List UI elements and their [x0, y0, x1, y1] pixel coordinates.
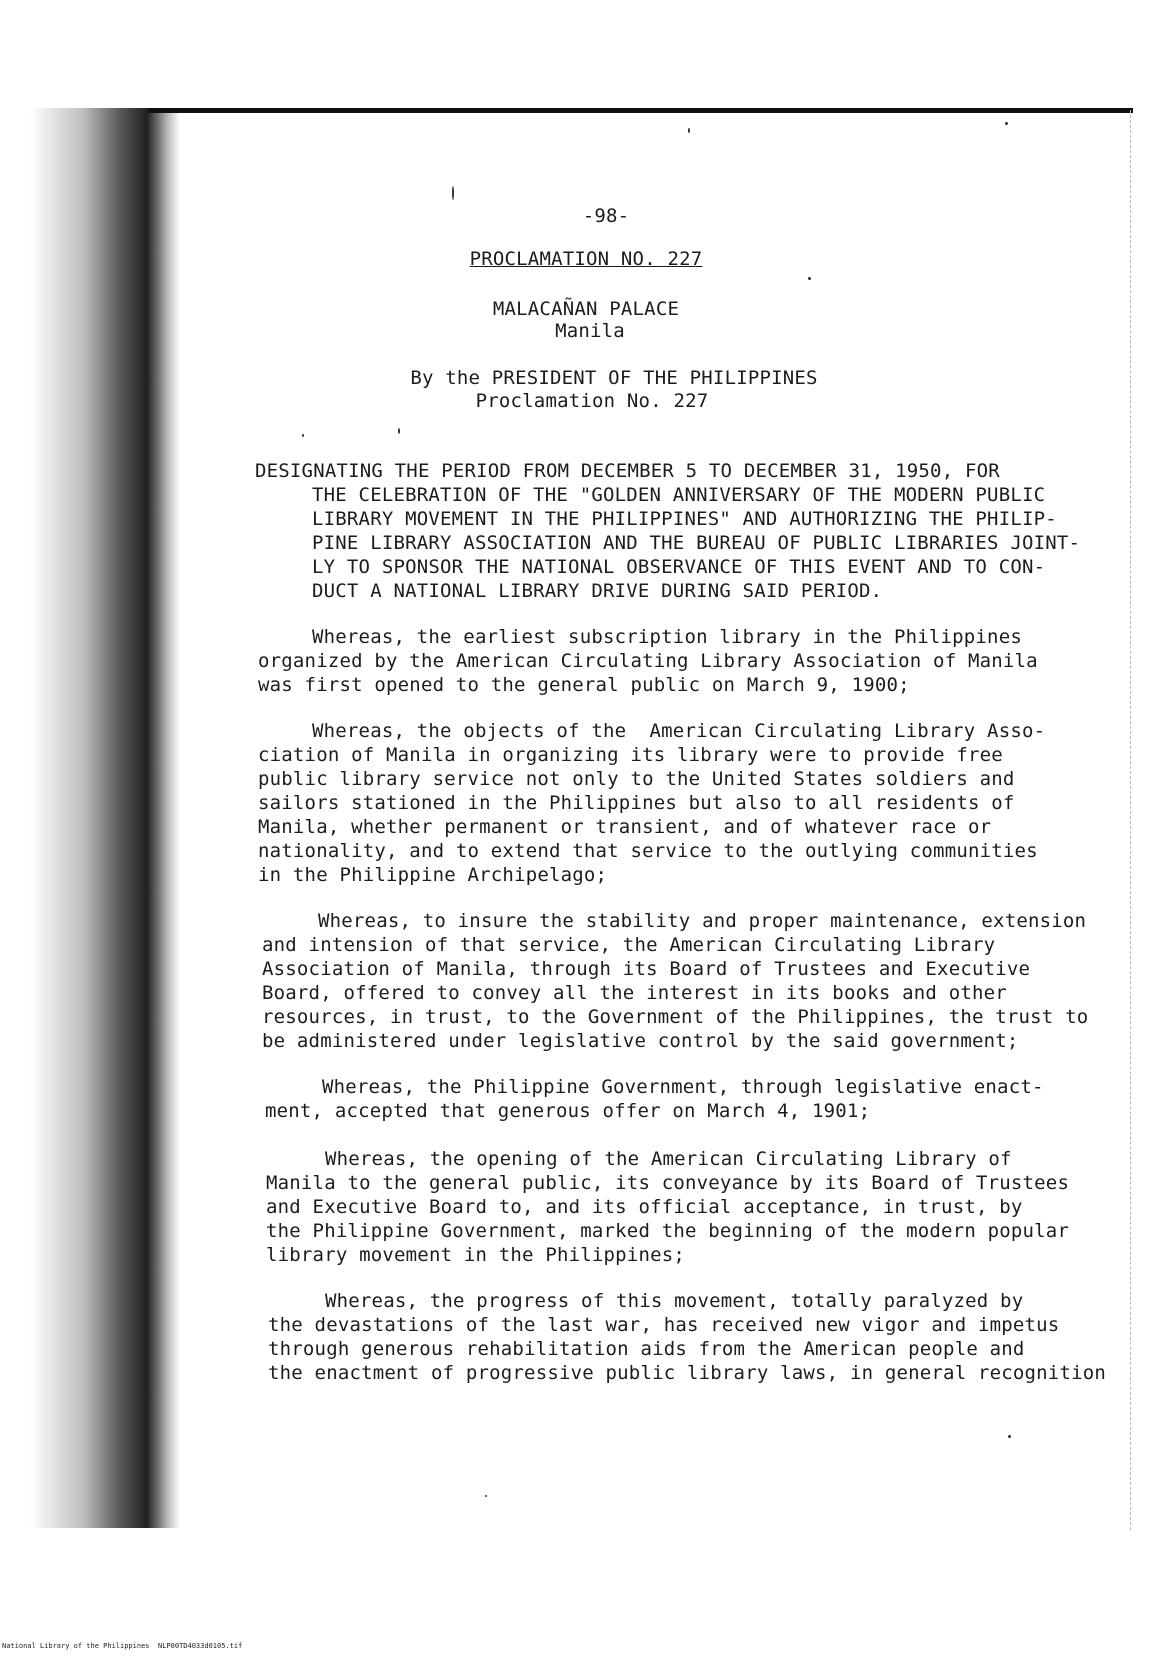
issuer-line: By the PRESIDENT OF THE PHILIPPINES — [410, 367, 818, 389]
heading-line: THE CELEBRATION OF THE "GOLDEN ANNIVERSARY OF THE MODERN PUBLIC — [312, 484, 1046, 506]
scan-speck — [808, 277, 811, 280]
heading-line: LY TO SPONSOR THE NATIONAL OBSERVANCE OF THIS EVENT AND TO CON- — [312, 556, 1046, 578]
proclamation-subtitle: Proclamation No. 227 — [475, 390, 709, 412]
palace-name: MALACAÑAN PALACE — [492, 298, 680, 320]
scan-speck — [398, 428, 400, 434]
paragraph-line: resources, in trust, to the Government of the Philippines, the trust to — [262, 1006, 1089, 1028]
paragraph-line: Whereas, the opening of the American Circulating Library of — [325, 1148, 1012, 1170]
scan-speck — [302, 434, 304, 437]
paragraph-line: Whereas, the Philippine Government, through legislative enact- — [322, 1076, 1044, 1098]
paragraph-line: nationality, and to extend that service to the outlying communities — [258, 840, 1038, 862]
paragraph-line: library movement in the Philippines; — [266, 1244, 686, 1266]
paragraph-line: was first opened to the general public on March 9, 1900; — [258, 674, 910, 696]
paragraph-line: organized by the American Circulating Library Association of Manila — [258, 650, 1038, 672]
paragraph-line: ment, accepted that generous offer on March 4, 1901; — [265, 1100, 871, 1122]
paragraph-line: public library service not only to the United States soldiers and — [258, 768, 1015, 790]
paragraph-line: Manila to the general public, its conveyance by its Board of Trustees — [266, 1172, 1070, 1194]
scan-speck — [1005, 122, 1008, 125]
heading-line: PINE LIBRARY ASSOCIATION AND THE BUREAU OF PUBLIC LIBRARIES JOINT- — [312, 532, 1081, 554]
scan-speck — [485, 1495, 487, 1497]
city-name: Manila — [555, 320, 625, 342]
top-page-edge — [148, 108, 1133, 113]
page-number: -98- — [582, 205, 630, 227]
paragraph-line: in the Philippine Archipelago; — [258, 864, 608, 886]
scan-speck — [1008, 1435, 1011, 1438]
paragraph-line: Whereas, to insure the stability and proper maintenance, extension — [318, 910, 1087, 932]
paragraph-line: Whereas, the progress of this movement, totally paralyzed by — [325, 1290, 1024, 1312]
heading-line: LIBRARY MOVEMENT IN THE PHILIPPINES" AND AUTHORIZING THE PHILIP- — [312, 508, 1057, 530]
scan-speck — [452, 186, 454, 200]
footer-source: National Library of the Philippines — [2, 1642, 150, 1650]
paragraph-line: the devastations of the last war, has received new vigor and impetus — [268, 1314, 1060, 1336]
paragraph-line: Association of Manila, through its Board of Trustees and Executive — [262, 958, 1031, 980]
paragraph-line: Board, offered to convey all the interest in its books and other — [262, 982, 1007, 1004]
paragraph-line: sailors stationed in the Philippines but also to all residents of — [258, 792, 1015, 814]
paragraph-line: Manila, whether permanent or transient, and of whatever race or — [258, 816, 992, 838]
paragraph-line: ciation of Manila in organizing its library were to provide free — [258, 744, 1003, 766]
heading-line: DESIGNATING THE PERIOD FROM DECEMBER 5 TO DECEMBER 31, 1950, FOR — [255, 460, 1000, 482]
paragraph-line: Whereas, the objects of the American Circulating Library Asso- — [312, 720, 1046, 742]
proclamation-title: PROCLAMATION NO. 227 — [469, 248, 703, 270]
scan-speck — [688, 128, 690, 133]
paragraph-line: the enactment of progressive public library laws, in general recognition — [268, 1362, 1107, 1384]
paragraph-line: be administered under legislative control by the said government; — [262, 1030, 1019, 1052]
heading-line: DUCT A NATIONAL LIBRARY DRIVE DURING SAID PERIOD. — [312, 580, 883, 602]
paragraph-line: and intension of that service, the American Circulating Library — [262, 934, 996, 956]
paragraph-line: the Philippine Government, marked the beginning of the modern popular — [266, 1220, 1070, 1242]
footer-file-id: NLP00TD4033d0105.tif — [158, 1642, 243, 1650]
paragraph-line: and Executive Board to, and its official acceptance, in trust, by — [266, 1196, 1023, 1218]
paragraph-line: Whereas, the earliest subscription library in the Philippines — [312, 626, 1022, 648]
paragraph-line: through generous rehabilitation aids from the American people and — [268, 1338, 1025, 1360]
